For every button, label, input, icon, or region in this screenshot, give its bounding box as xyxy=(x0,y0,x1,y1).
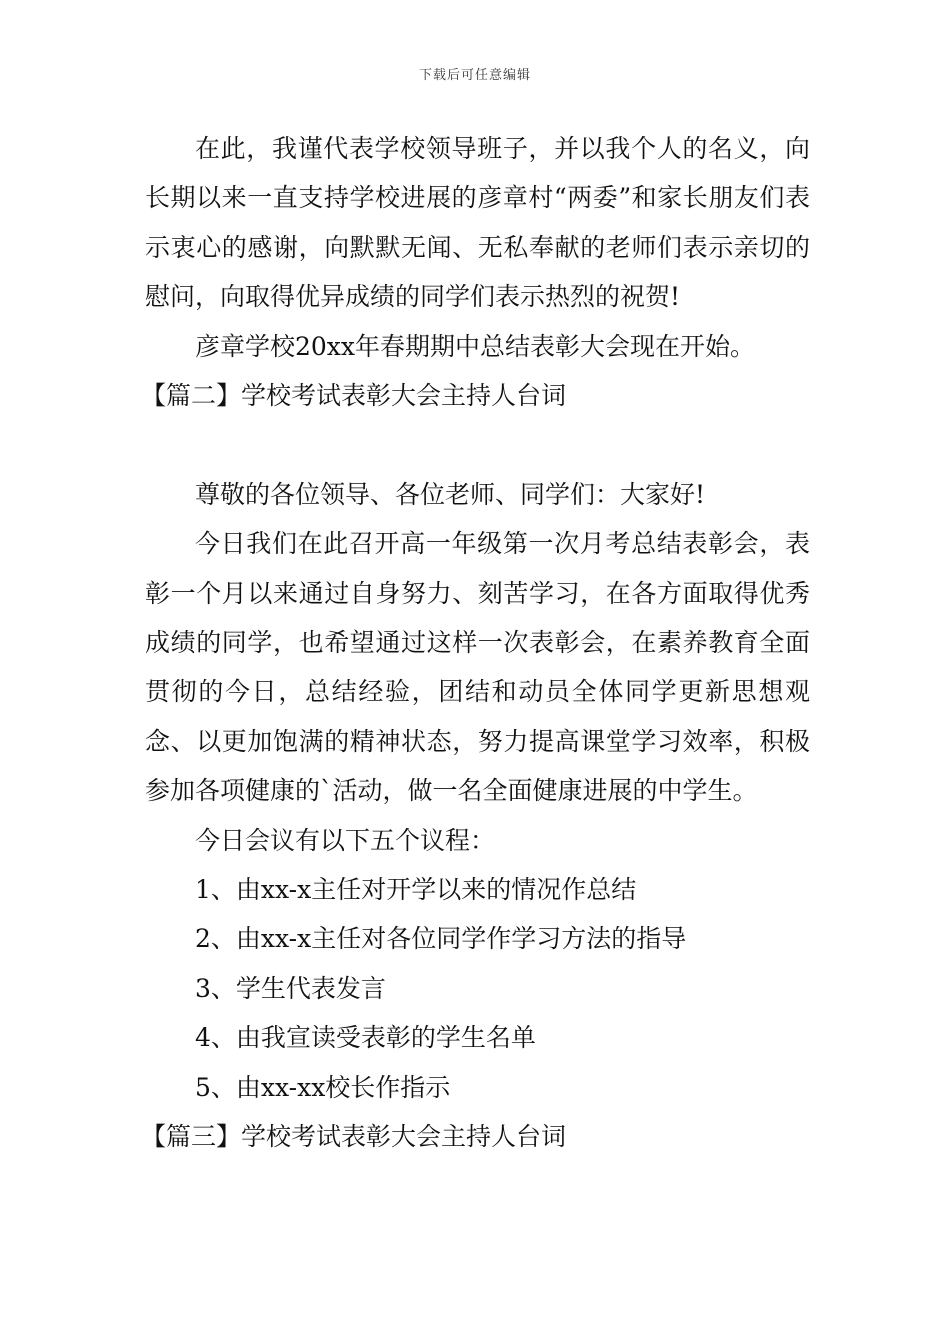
paragraph-thanks: 在此，我谨代表学校领导班子，并以我个人的名义，向长期以来一直支持学校进展的彦章村“两委”和家长朋友们表示衷心的感谢，向默默无闻、无私奉献的老师们表示亲切的慰问，向取得优异成绩的同学们表示热烈的祝贺! xyxy=(145,134,810,312)
paragraph-greeting: 尊敬的各位领导、各位老师、同学们：大家好! xyxy=(195,479,706,509)
paragraph-agenda-intro: 今日会议有以下五个议程： xyxy=(195,825,496,855)
heading-section-3: 【篇三】学校考试表彰大会主持人台词 xyxy=(141,1122,567,1152)
agenda-item-3: 3、学生代表发言 xyxy=(195,973,386,1003)
agenda-item-5: 5、由xx-xx校长作指示 xyxy=(195,1072,451,1102)
blank-line xyxy=(145,420,810,469)
paragraph-purpose: 今日我们在此召开高一年级第一次月考总结表彰会，表彰一个月以来通过自身努力、刻苦学习，在各方面取得优秀成绩的同学，也希望通过这样一次表彰会，在素养教育全面贯彻的今日，总结经验，团结和动员全体同学更新思想观念、以更加饱满的精神状态，努力提高课堂学习效率，积极参加各项健康的`活动，做一名全面健康进展的中学生。 xyxy=(145,529,810,806)
agenda-item-1: 1、由xx-x主任对开学以来的情况作总结 xyxy=(195,875,637,905)
agenda-item-4: 4、由我宣读受表彰的学生名单 xyxy=(195,1023,536,1053)
agenda-item-2: 2、由xx-x主任对各位同学作学习方法的指导 xyxy=(195,924,687,954)
document-body xyxy=(141,124,810,1162)
page-header-note: 下载后可任意编辑 xyxy=(418,68,531,83)
heading-section-2: 【篇二】学校考试表彰大会主持人台词 xyxy=(141,381,567,411)
paragraph-opening: 彦章学校20xx年春期期中总结表彰大会现在开始。 xyxy=(195,331,756,361)
